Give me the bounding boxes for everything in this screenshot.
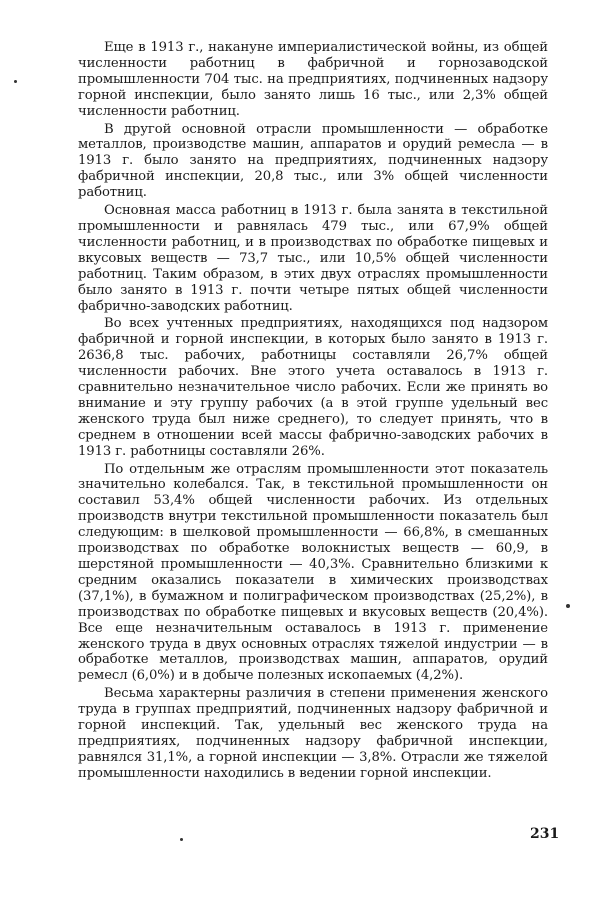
page-text-body [78,40,548,784]
paragraph-by-industry: По отдельным же отраслям промышленности этот показатель значительно колебался. Так, в текстильной промышленности он составил 53,4% общей численности рабочих. Из отдельных производств внутри текстильной промышленности показатель был следующим: в шелковой промышленности — 66,8%, в смешанных производствах по обработке волокнистых веществ — 60,9, в шерстяной промышленности — 40,3%. Сравнительно близкими к средним оказались показатели в химических производствах (37,1%), в бумажном и полиграфическом производствах (25,2%), в производствах по обработке пищевых и вкусовых веществ (20,4%). Все еще незначительным оставалось в 1913 г. применение женского труда в двух основных отраслях тяжелой индустрии — в обработке металлов, производствах машин, аппаратов, орудий ремесл (6,0%) и в добыче полезных ископаемых (4,2%). [78,461,548,684]
paragraph-metalworking: В другой основной отрасли промышленности — обработке металлов, производстве машин, аппаратов и орудий ремесла — в 1913 г. было занято на предприятиях, подчиненных надзору фабричной инспекции, 20,8 тыс., или 3% общей численности работниц. [78,121,548,201]
paragraph-textile-food: Основная масса работниц в 1913 г. была занята в текстильной промышленности и равнялась 479 тыс., или 67,9% общей численности работниц, и в производствах по обработке пищевых и вкусовых веществ — 73,7 тыс., или 10,5% общей численности работниц. Таким образом, в этих двух отраслях промышленности было занято в 1913 г. почти четыре пятых общей численности фабрично-заводских работниц. [78,203,548,314]
scan-speck-left [14,80,17,83]
paragraph-inspection-groups: Весьма характерны различия в степени применения женского труда в группах предприятий, подчиненных надзору фабричной и горной инспекций. Так, удельный вес женского труда на предприятиях, подчиненных надзору фабричной инспекции, равнялся 31,1%, а горной инспекции — 3,8%. Отрасли же тяжелой промышленности находились в ведении горной инспекции. [78,686,548,781]
scan-speck-right [566,604,570,608]
paragraph-all-enterprises: Во всех учтенных предприятиях, находящихся под надзором фабричной и горной инспекции, в которых было занято в 1913 г. 2636,8 тыс. рабочих, работницы составляли 26,7% общей численности рабочих. Вне этого учета оставалось в 1913 г. сравнительно незначительное число рабочих. Если же принять во внимание и эту группу рабочих (а в этой группе удельный вес женского труда был ниже среднего), то следует принять, что в среднем в отношении всей массы фабрично-заводских рабочих в 1913 г. работницы составляли 26%. [78,316,548,459]
paragraph-1913-mining: Еще в 1913 г., накануне империалистической войны, из общей численности работниц в фабричной и горнозаводской промышленности 704 тыс. на предприятиях, подчиненных надзору горной инспекции, было занято лишь 16 тыс., или 2,3% общей численности работниц. [78,40,548,119]
scan-speck-bottom [180,838,183,841]
page-number: 231 [530,826,560,842]
